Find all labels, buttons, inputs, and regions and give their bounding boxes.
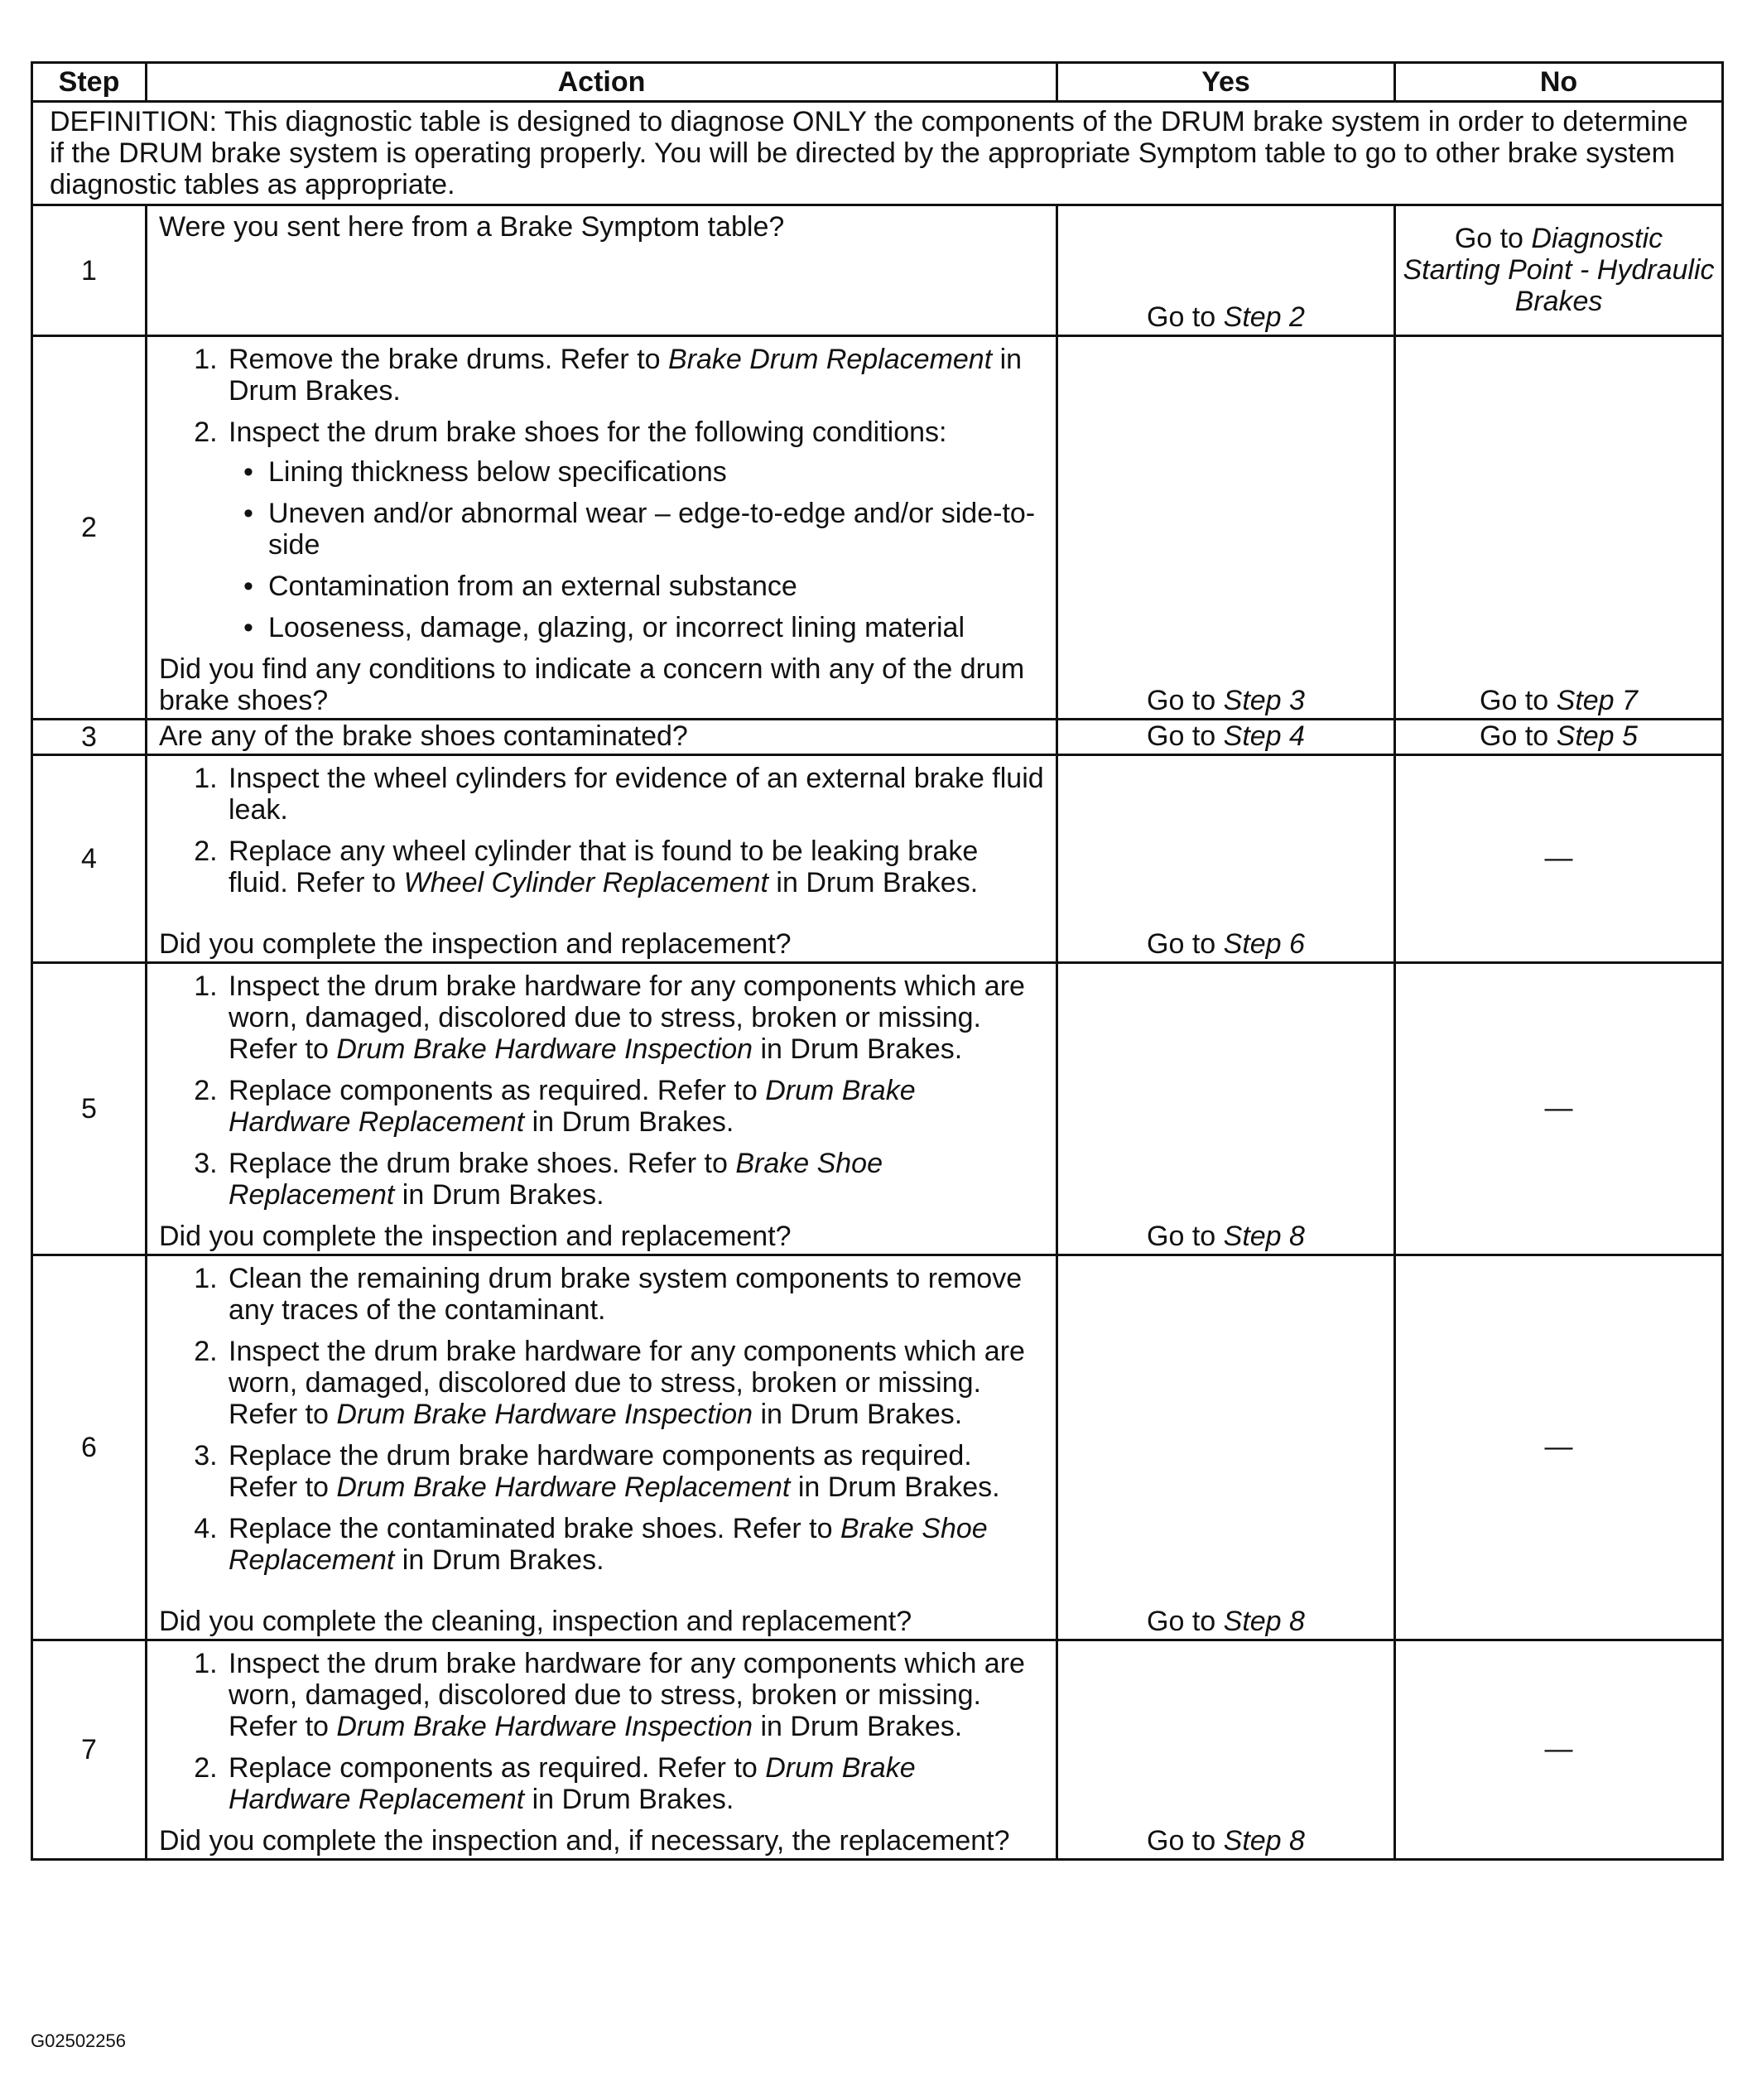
figure-code: G02502256	[31, 2030, 126, 2051]
action-item: 1. Remove the brake drums. Refer to Brake Drum Replacement in Drum Brakes.	[225, 344, 1044, 407]
reference-link[interactable]: Drum Brake Hardware Inspection	[336, 1033, 753, 1065]
yes-prefix: Go to	[1147, 1825, 1224, 1857]
question-text: Did you complete the inspection and, if necessary, the replacement?	[159, 1825, 1010, 1857]
reference-link[interactable]: Drum Brake Hardware Inspection	[336, 1711, 753, 1742]
question-text: Did you complete the cleaning, inspection and replacement?	[159, 1606, 912, 1637]
header-yes: Yes	[1057, 63, 1395, 102]
action-item: 1. Inspect the wheel cylinders for evidence of an external brake fluid leak.	[225, 763, 1044, 826]
action-cell	[147, 963, 1057, 1255]
reference-link[interactable]: Drum Brake Hardware Replacement	[229, 1752, 916, 1815]
yes-prefix: Go to	[1147, 1606, 1224, 1637]
action-item: 3. Replace the drum brake hardware components as required. Refer to Drum Brake Hardware Replacement in Drum Brakes.	[225, 1440, 1044, 1503]
yes-prefix: Go to	[1147, 1221, 1224, 1252]
yes-cell	[1057, 720, 1395, 755]
reference-link[interactable]: Brake Shoe Replacement	[229, 1148, 883, 1211]
yes-cell	[1057, 963, 1395, 1255]
action-list	[159, 971, 1044, 1211]
action-item: 2. Inspect the drum brake hardware for any components which are worn, damaged, discolored due to stress, broken or missing. Refer to Drum Brake Hardware Inspection in Drum Brakes.	[225, 1336, 1044, 1430]
table-row	[32, 755, 1723, 963]
definition-row	[32, 102, 1723, 205]
table-row	[32, 963, 1723, 1255]
yes-cell	[1057, 336, 1395, 720]
header-step: Step	[32, 63, 147, 102]
action-list	[159, 1648, 1044, 1815]
no-link[interactable]: Diagnostic Starting Point - Hydraulic Brakes	[1403, 222, 1715, 317]
no-prefix: Go to	[1480, 685, 1557, 716]
no-link[interactable]: Step 5	[1556, 720, 1638, 752]
yes-cell	[1057, 1255, 1395, 1640]
action-item: 2. Inspect the drum brake shoes for the following conditions: • Lining thickness below specifications • Uneven and/or abnormal wear – edge-to-edge and/or side-to-side • Contamination from an external substance • Looseness, damage, glazing, or incorrect lining material	[225, 417, 1044, 643]
yes-prefix: Go to	[1147, 685, 1224, 716]
reference-link[interactable]: Brake Drum Replacement	[668, 344, 993, 375]
step-number: 6	[32, 1255, 147, 1640]
yes-cell	[1057, 1640, 1395, 1860]
action-cell	[147, 205, 1057, 336]
step-number: 1	[32, 205, 147, 336]
action-item: 4. Replace the contaminated brake shoes. Refer to Brake Shoe Replacement in Drum Brakes.	[225, 1513, 1044, 1576]
step-number: 5	[32, 963, 147, 1255]
condition-item: • Uneven and/or abnormal wear – edge-to-edge and/or side-to-side	[268, 498, 1044, 561]
action-cell	[147, 755, 1057, 963]
action-item: 2. Replace any wheel cylinder that is found to be leaking brake fluid. Refer to Wheel Cylinder Replacement in Drum Brakes.	[225, 836, 1044, 898]
yes-prefix: Go to	[1147, 301, 1224, 333]
no-link[interactable]: Step 7	[1556, 685, 1638, 716]
reference-link[interactable]: Wheel Cylinder Replacement	[403, 867, 768, 898]
no-cell	[1395, 205, 1723, 336]
action-item: 1. Clean the remaining drum brake system components to remove any traces of the contaminant.	[225, 1263, 1044, 1326]
no-cell	[1395, 336, 1723, 720]
table-row	[32, 336, 1723, 720]
yes-cell	[1057, 205, 1395, 336]
no-prefix: Go to	[1454, 222, 1532, 254]
step-number: 3	[32, 720, 147, 755]
condition-item: • Contamination from an external substance	[268, 571, 1044, 602]
condition-item: • Looseness, damage, glazing, or incorrect lining material	[268, 612, 1044, 643]
table-row	[32, 720, 1723, 755]
yes-link[interactable]: Step 8	[1223, 1606, 1305, 1637]
condition-list	[229, 456, 1044, 643]
yes-link[interactable]: Step 3	[1223, 685, 1305, 716]
reference-link[interactable]: Brake Shoe Replacement	[229, 1513, 988, 1576]
yes-link[interactable]: Step 6	[1223, 928, 1305, 960]
question-text: Did you complete the inspection and replacement?	[159, 1221, 792, 1252]
action-list	[159, 344, 1044, 643]
action-cell	[147, 1640, 1057, 1860]
header-action: Action	[147, 63, 1057, 102]
action-item: 1. Inspect the drum brake hardware for any components which are worn, damaged, discolored due to stress, broken or missing. Refer to Drum Brake Hardware Inspection in Drum Brakes.	[225, 1648, 1044, 1742]
question-text: Were you sent here from a Brake Symptom table?	[159, 211, 785, 243]
diagnostic-table	[31, 61, 1724, 1861]
action-item: 2. Replace components as required. Refer to Drum Brake Hardware Replacement in Drum Brakes.	[225, 1752, 1044, 1815]
step-number: 7	[32, 1640, 147, 1860]
header-no: No	[1395, 63, 1723, 102]
action-cell	[147, 336, 1057, 720]
action-item: 3. Replace the drum brake shoes. Refer to Brake Shoe Replacement in Drum Brakes.	[225, 1148, 1044, 1211]
reference-link[interactable]: Drum Brake Hardware Replacement	[336, 1471, 791, 1503]
definition-text: DEFINITION: This diagnostic table is designed to diagnose ONLY the components of the DRUM brake system in order to determine if the DRUM brake system is operating properly. You will be directed by the appropriate Symptom table to go to other brake system diagnostic tables as appropriate.	[32, 102, 1723, 205]
no-cell: —	[1395, 1255, 1723, 1640]
yes-cell	[1057, 755, 1395, 963]
action-item: 2. Replace components as required. Refer to Drum Brake Hardware Replacement in Drum Brakes.	[225, 1075, 1044, 1138]
action-list	[159, 1263, 1044, 1576]
action-cell	[147, 1255, 1057, 1640]
yes-link[interactable]: Step 8	[1223, 1825, 1305, 1857]
step-number: 4	[32, 755, 147, 963]
no-cell: —	[1395, 1640, 1723, 1860]
reference-link[interactable]: Drum Brake Hardware Replacement	[229, 1075, 916, 1138]
no-prefix: Go to	[1480, 720, 1557, 752]
table-row	[32, 1640, 1723, 1860]
action-list	[159, 763, 1044, 898]
no-cell: —	[1395, 963, 1723, 1255]
header-row	[32, 63, 1723, 102]
question-text: Did you find any conditions to indicate a concern with any of the drum brake shoes?	[159, 653, 1025, 716]
action-item: 1. Inspect the drum brake hardware for any components which are worn, damaged, discolored due to stress, broken or missing. Refer to Drum Brake Hardware Inspection in Drum Brakes.	[225, 971, 1044, 1065]
yes-link[interactable]: Step 8	[1223, 1221, 1305, 1252]
yes-prefix: Go to	[1147, 720, 1224, 752]
step-number: 2	[32, 336, 147, 720]
table-row	[32, 205, 1723, 336]
question-text: Are any of the brake shoes contaminated?	[159, 720, 688, 752]
reference-link[interactable]: Drum Brake Hardware Inspection	[336, 1399, 753, 1430]
yes-prefix: Go to	[1147, 928, 1224, 960]
table-row	[32, 1255, 1723, 1640]
yes-link[interactable]: Step 4	[1223, 720, 1305, 752]
action-cell	[147, 720, 1057, 755]
no-cell: —	[1395, 755, 1723, 963]
yes-link[interactable]: Step 2	[1223, 301, 1305, 333]
question-text: Did you complete the inspection and replacement?	[159, 928, 792, 960]
no-cell	[1395, 720, 1723, 755]
condition-item: • Lining thickness below specifications	[268, 456, 1044, 488]
